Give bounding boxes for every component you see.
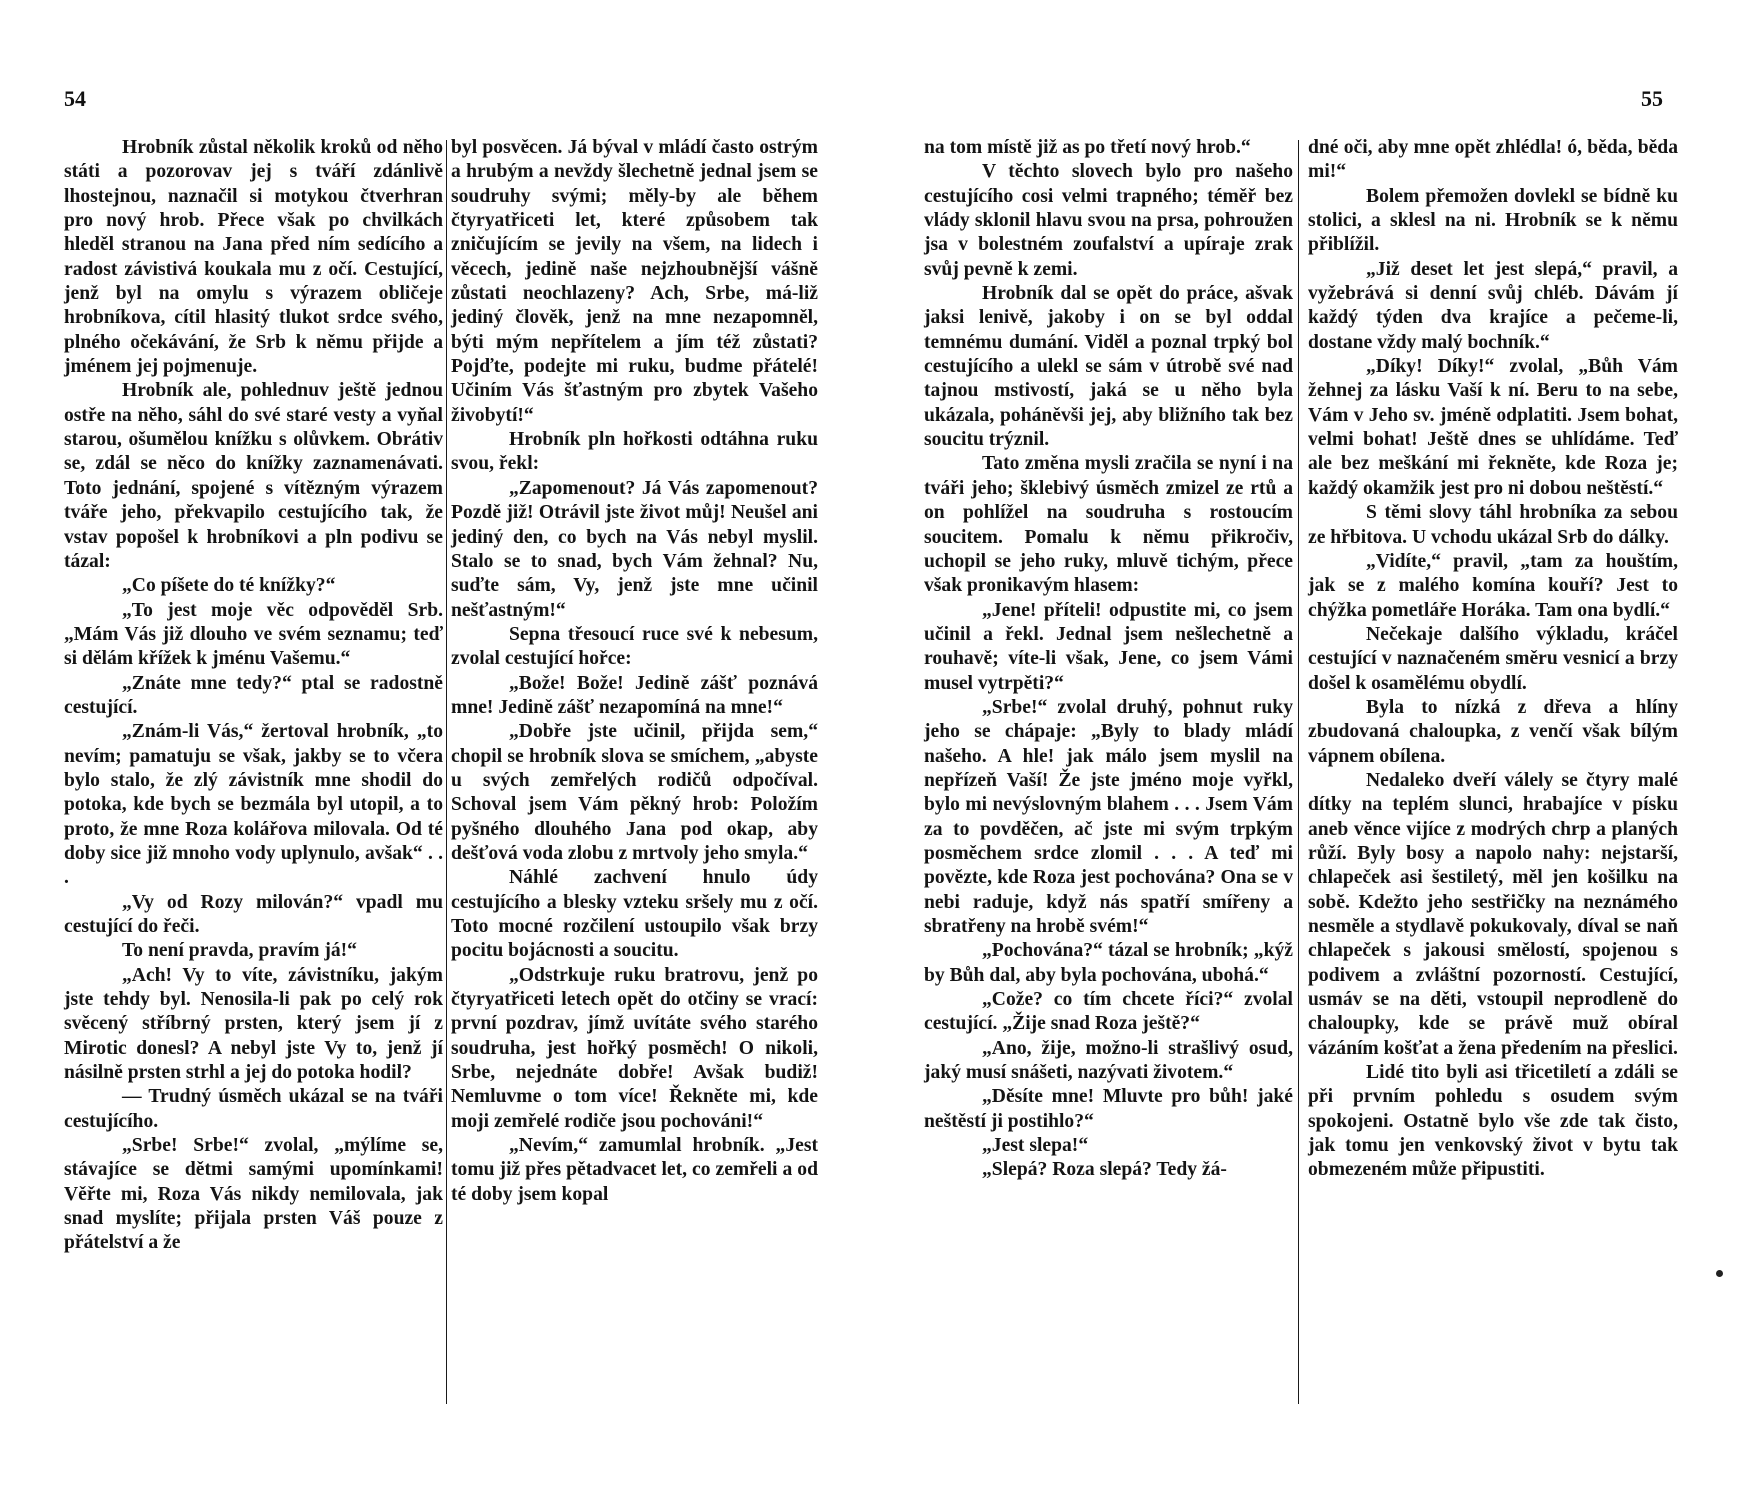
paragraph: Hrobník pln hořkosti odtáhna ruku svou, řekl: (451, 429, 818, 475)
right-page-number: 55 (1641, 86, 1663, 111)
paragraph: „Dobře jste učinil, přijda sem,“ chopil se hrobník slova se smíchem, „abyste u svých zemřelých rodičů odpočíval. Schoval jsem Vám pěkný hrob: Položím pyšného dlouhého Jana pod okap, aby dešťová voda zlobu z mrtvoly jeho smyla.“ (451, 721, 818, 864)
right-page-column-2 (1308, 136, 1678, 1183)
left-page-column-2 (451, 136, 818, 1207)
paragraph: Náhlé zachvení hnulo údy cestujícího a blesky vzteku sršely mu z očí. Toto mocné rozčilení ustoupilo však brzy pocitu bojácnosti a soucitu. (451, 867, 818, 962)
paragraph: dné oči, aby mne opět zhlédla! ó, běda, běda mi!“ (1308, 137, 1678, 183)
paragraph: byl posvěcen. Já býval v mládí často ostrým a hrubým a nevždy šlechetně jednal jsem se soudruhy svými; měly-by ale během čtyryatřiceti let, které způsobem tak zničujícím se jevily na všem, na lidech i věcech, jedině naše nejzhoubnější vášně zůstati neochlazeny? Ach, Srbe, má-liž jediný člověk, jenž na mne nezapomněl, býti mým nepřítelem a jím též zůstati? Pojďte, podejte mi ruku, budme přátelé! Učiním Vás šťastným pro zbytek Vašeho živobytí!“ (451, 137, 818, 426)
paragraph: „Slepá? Roza slepá? Tedy žá- (982, 1159, 1227, 1181)
paragraph: „Znám-li Vás,“ žertoval hrobník, „to nevím; pamatuju se však, jakby se to včera bylo stalo, že zlý závistník mne shodil do potoka, kde bych se bezmála byl utopil, a to proto, že mne Roza kolářova milovala. Od té doby sice již mnoho vody uplynulo, avšak“ . . . (64, 721, 443, 889)
paragraph: „Ano, žije, možno-li strašlivý osud, jaký musí snášeti, nazývati životem.“ (924, 1037, 1293, 1084)
paragraph: „To jest moje věc odpověděl Srb. „Mám Vás již dlouho ve svém seznamu; teď si dělám křížek k jménu Vašemu.“ (64, 599, 443, 670)
paragraph: „Díky! Díky!“ zvolal, „Bůh Vám žehnej za lásku Vaší k ní. Beru to na sebe, Vám v Jeho sv. jméně odplatiti. Jsem bohat, velmi bohat! Ještě dnes se uhlídáme. Teď ale bez meškání mi řekněte, kde Roza je; každý okamžik jest pro ni dobou neštěstí.“ (1308, 356, 1678, 499)
right-page-column-1 (924, 136, 1293, 1183)
paragraph: Nečekaje dalšího výkladu, kráčel cestující v naznačeném směru vesnicí a brzy došel k osamělému obydlí. (1308, 623, 1678, 694)
paragraph: — Trudný úsměch ukázal se na tváři cestujícího. (64, 1086, 443, 1132)
paragraph: Hrobník ale, pohlednuv ještě jednou ostře na něho, sáhl do své staré vesty a vyňal starou, ošumělou knížku s olůvkem. Obrátiv se, zdál se něco do knížky zaznamenávati. Toto jednání, spojené s vítězným výrazem tváře jeho, překvapilo cestujícího tak, že vstav popošel k hrobníkovi a pln podivu se tázal: (64, 380, 443, 572)
left-page-column-1 (64, 136, 443, 1256)
paragraph: Hrobník dal se opět do práce, ašvak jaksi leniv​ě, jakoby i on se byl oddal temnému dumání. Viděl a poznal trpký bol cestujícího a ulekl se sám v útrobě své nad tajnou mstivostí, jaká se u něho byla ukázala, poháněvši jej, aby bližního tak bez soucitu trýznil. (924, 283, 1293, 451)
paragraph: „Nevím,“ zamumlal hrobník. „Jest tomu již přes pětadvacet let, co zemřeli a od té doby jsem kopal (451, 1135, 818, 1205)
ink-dot (1716, 1270, 1723, 1277)
paragraph: „Ach! Vy to víte, závistníku, jakým jste tehdy byl. Nenosila-li pak po celý rok svěcený stříbrný prsten, který jsem jí z Mirotic donesl? A nebyl jste Vy to, jenž jí násilně prsten strhl a jej do potoka hodil? (64, 964, 443, 1084)
paragraph: „Jest slepa!“ (982, 1135, 1089, 1157)
column-divider (1298, 140, 1299, 1404)
paragraph: Bolem přemožen dovlekl se bídně ku stolici, a sklesl na ni. Hrobník se k němu přiblížil. (1308, 185, 1678, 256)
column-divider (446, 140, 447, 1404)
paragraph: To není pravda, pravím já!“ (122, 940, 357, 962)
paragraph: Tato změna mysli zračila se nyní i na tváři jeho; šklebivý úsměch zmizel ze rtů a on pohlížel na soudruha s rostoucím soucitem. Pomalu k němu přikročiv, uchopil se jeho ruky, mluvě tichým, přece však pronikavým hlasem: (924, 453, 1293, 597)
paragraph: „Odstrkuje ruku bratrovu, jenž po čtyryatřiceti letech opět do otčiny se vrací: první pozdrav, jímž uvítáte svého starého soudruha, jest hořký posměch! O nikoli, Srbe, nejednáte dobře! Avšak budiž! Nemluvme o tom více! Řekněte mi, kde moji zemřelé rodiče jsou pochováni!“ (451, 964, 818, 1132)
paragraph: „Znáte mne tedy?“ ptal se radostně cestující. (64, 672, 443, 718)
paragraph: V těchto slovech bylo pro našeho cestujícího cosi velmi trapného; téměř bez vlády sklonil hlavu svou na prsa, pohroužen jsa v bolestném zoufalství a upíraje zrak svůj pevně k zemi. (924, 161, 1293, 280)
paragraph: „Srbe! Srbe!“ zvolal, „mýlíme se, stávajíce se dětmi samými upomínkami! Věřte mi, Roza Vás nikdy nemilovala, jak snad myslíte; přijala prsten Váš pouze z přátelství a že (64, 1135, 443, 1254)
paragraph: Byla to nízká z dřeva a hlíny zbudovaná chaloupka, z venčí však bílým vápnem obílena. (1308, 696, 1678, 767)
paragraph: Hrobník zůstal několik kroků od něho státi a pozorovav jej s tváří zdánlivě lhostejnou, naznačil si motykou čtverhran pro nový hrob. Přece však po chvilkách hleděl stranou na Jana před ním sedícího a radost závistivá koukala mu z očí. Cestující, jenž byl na omylu s výrazem obličeje hrobníkova, cítil hlasitý tlukot srdce svého, plného očekávání, že Srb k němu přijde a jménem jej pojmenuje. (64, 137, 443, 378)
paragraph: „Jene! příteli! odpustite mi, co jsem učinil a řekl. Jednal jsem nešlechetně a rouhavě; víte-li však, Jene, co jsem Vámi musel vytrpěti?“ (924, 599, 1293, 694)
paragraph: Lidé tito byli asi třicetiletí a zdáli se při prvním pohledu s osudem svým spokojeni. Ostatně bylo vše zde tak čisto, jak tomu jen venkovský život v bytu tak obmezeném může připustiti. (1308, 1062, 1678, 1181)
paragraph: „Pochována?“ tázal se hrobník; „kýž by Bůh dal, aby byla pochována, ubohá.“ (924, 940, 1293, 986)
paragraph: „Cože? co tím chcete říci?“ zvolal cestující. „Žije snad Roza ještě?“ (924, 989, 1293, 1035)
paragraph: S těmi slovy táhl hrobníka za sebou ze hřbitova. U vchodu ukázal Srb do dálky. (1308, 502, 1678, 548)
left-page-number: 54 (64, 86, 86, 111)
paragraph: Sepna třesoucí ruce své k nebesum, zvolal cestující hořce: (451, 623, 818, 670)
paragraph: „Co píšete do té knížky?“ (122, 575, 336, 597)
paragraph: „Vy od Rozy milován?“ vpadl mu cestující do řeči. (64, 891, 443, 937)
paragraph: na tom místě již as po třetí nový hrob.“ (924, 137, 1251, 158)
paragraph: „Zapomenout? Já Vás zapomenout? Pozdě již! Otrávil jste život můj! Neušel ani jediný den, co bych na Vás nebyl myslil. Stalo se to snad, bych Vám žehnal? Nu, suďte sám, Vy, jenž jste mne učinil nešťastným!“ (451, 477, 818, 621)
paragraph: „Srbe!“ zvolal druhý, pohnut ruky jeho se chápaje: „Byly to blady mládí našeho. A hle! jak málo jsem myslil na nepřízeň Vaší! Že jste jméno moje vyřkl, bylo mi nevýslovným blahem . . . Jsem Vám za to povděčen, ač jste mi svým trpkým posměchem srdce zlomil . . . A teď mi povězte, kde Roza jest pochována? Ona se v nebi raduje, když nás spatří smířeny a sbratřeny na hrobě svém!“ (924, 696, 1293, 937)
paragraph: „Bože! Bože! Jedině zášť poznává mne! Jedině zášť nezapomíná na mne!“ (451, 672, 818, 718)
paragraph: Nedaleko dveří válely se čtyry malé dítky na teplém slunci, hrabajíce v písku aneb věnce vijíce z modrých chrp a planých růží. Byly bosy a napolo nahy: nejstarší, chlapeček asi šestiletý, měl jen košilku na sobě. Kdežto jeho sestřičky na neznámého nesměle a stydlavě pokukovaly, díval se naň chlapeček s jakousi smělostí, spojenou s podivem a zvláštní pozorností. Cestující, usmáv se na děti, vstoupil neprodleně do chaloupky, kde se právě muž obíral vázáním košťat a žena předením na přeslici. (1308, 769, 1678, 1059)
paragraph: „Děsíte mne! Mluvte pro bůh! jaké neštěstí ji postihlo?“ (924, 1086, 1293, 1132)
paragraph: „Vidíte,“ pravil, „tam za houštím, jak se z malého komína kouří? Jest to chýžka pometláře Horáka. Tam ona bydlí.“ (1308, 550, 1678, 621)
paragraph: „Již deset let jest slepá,“ pravil, a vyžebrává si denní svůj chléb. Dávám jí každý týden dva krajíce a pečeme-li, dostane vždy malý bochník.“ (1308, 258, 1678, 353)
